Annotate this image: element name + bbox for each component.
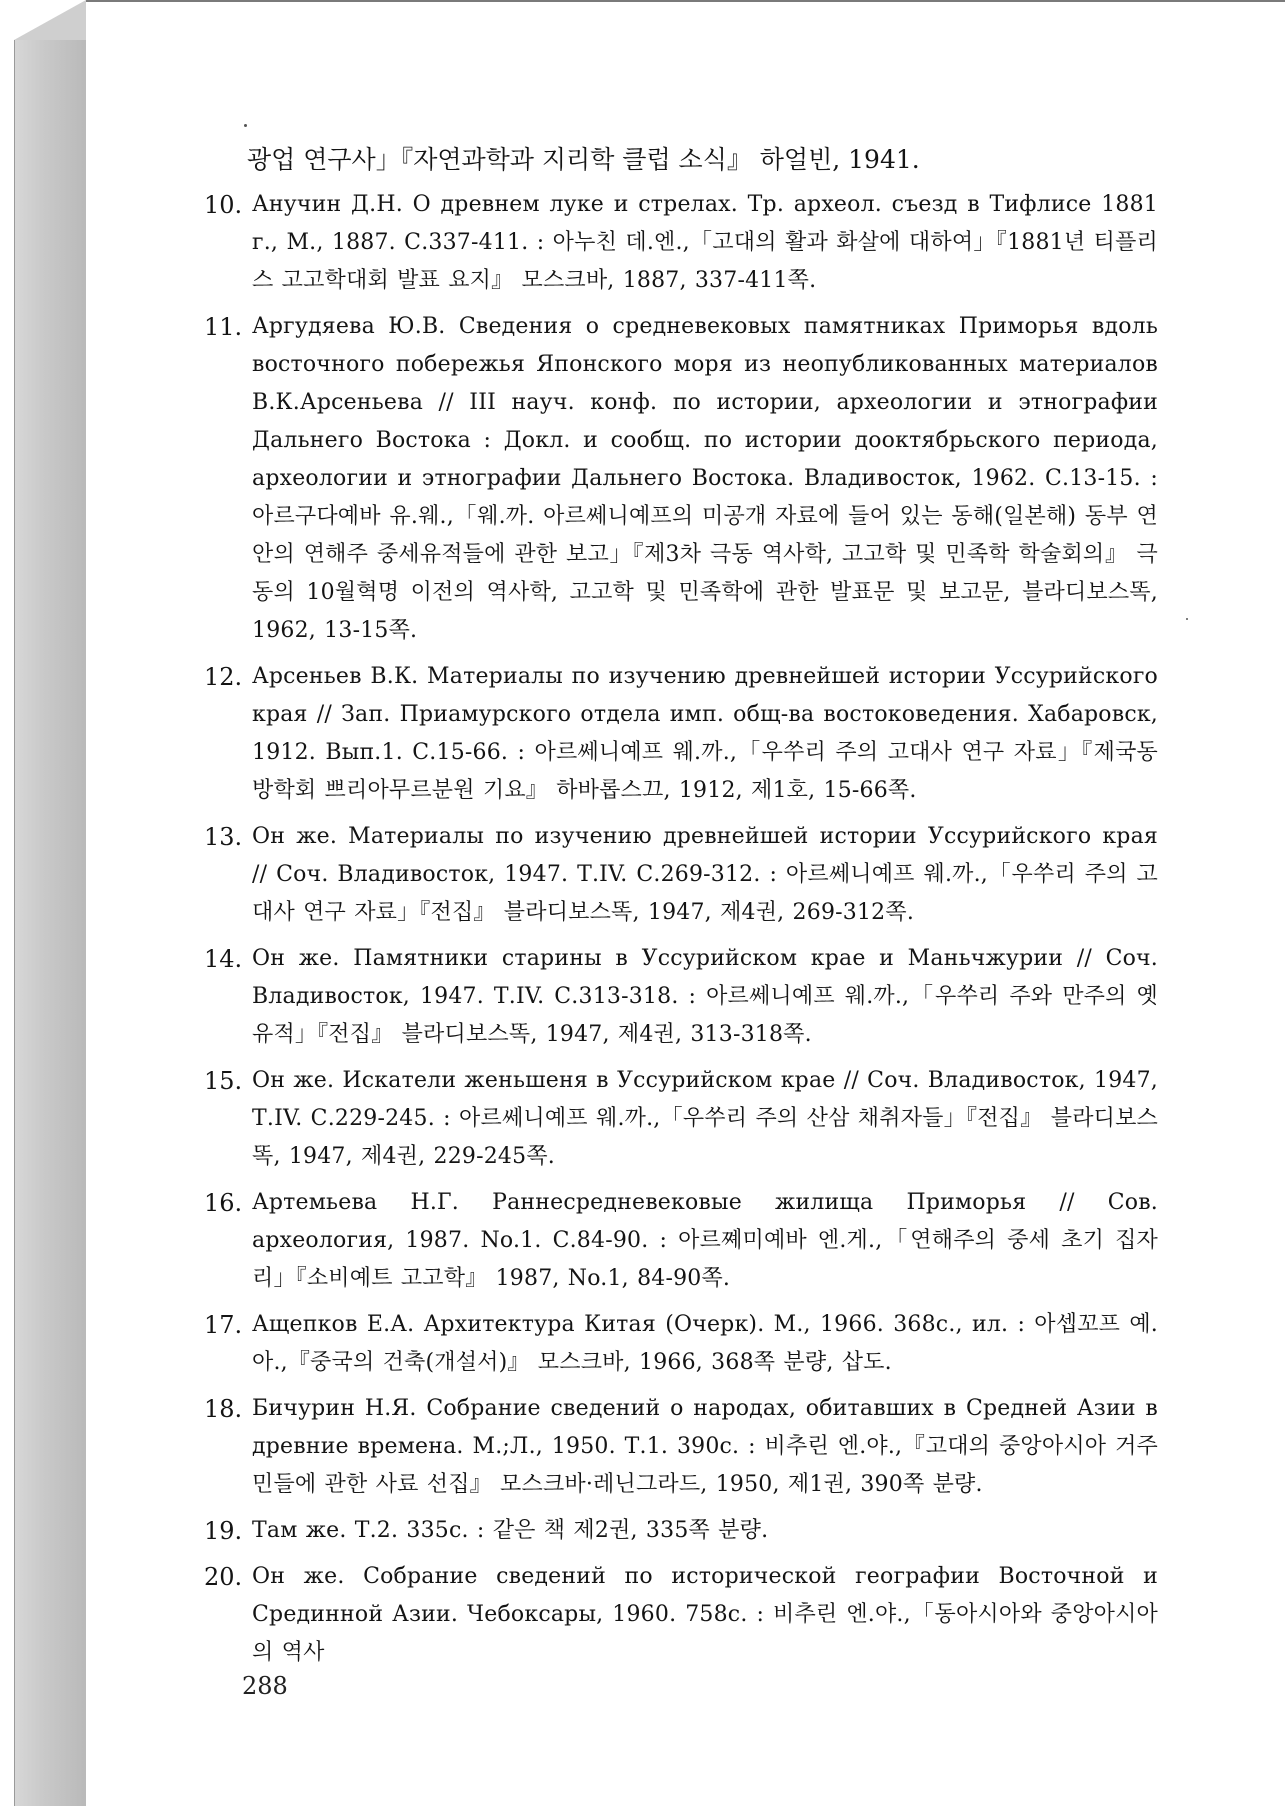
entry-number: 20. [204,1563,243,1591]
entry-text: Он же. Памятники старины в Уссурийском крае и Маньчжурии // Соч. Владивосток, 1947. Т.IV. С.313-318. : 아르쎄니예프 웨.까.,「우쑤리 주와 만주의 옛 유적」『전집』 블라디보스똑, 1947, 제4권, 313-318쪽. [252,946,1158,1047]
page-number: 288 [242,1672,288,1700]
entry-text: Артемьева Н.Г. Раннесредневековые жилища Приморья // Сов. археология, 1987. No.1. С.84-90. : 아르쪠미예바 엔.게.,「연해주의 중세 초기 집자리」『소비예트 고고학』 1987, No.1, 84-90쪽. [252,1190,1158,1291]
entry-number: 19. [204,1517,243,1545]
bibliography-entry [118,1062,1158,1176]
entry-text: Он же. Собрание сведений по исторической географии Восточной и Срединной Азии. Чебоксары, 1960. 758с. : 비추린 엔.야.,「동아시아와 중앙아시아의 역사 [252,1564,1158,1665]
bibliography-entry [118,1184,1158,1298]
scan-speck [1186,618,1188,620]
entry-text: Он же. Искатели женьшеня в Уссурийском крае // Соч. Владивосток, 1947, Т.IV. С.229-245. : 아르쎄니예프 웨.까.,「우쑤리 주의 산삼 채취자들」『전집』 블라디보스똑, 1947, 제4권, 229-245쪽. [252,1068,1158,1169]
bibliography-list [118,140,1158,1680]
entry-text: Арсеньев В.К. Материалы по изучению древнейшей истории Уссурийского края // Зап. Приамурского отдела имп. общ-ва востоковедения. Хабаровск, 1912. Вып.1. С.15-66. : 아르쎄니예프 웨.까.,「우쑤리 주의 고대사 연구 자료」『제국동방학회 쁘리아무르분원 기요』 하바롭스끄, 1912, 제1호, 15-66쪽. [252,664,1158,803]
bibliography-entry [118,1390,1158,1504]
entry-text: Анучин Д.Н. О древнем луке и стрелах. Тр. археол. съезд в Тифлисе 1881 г., М., 1887. С.337-411. : 아누친 데.엔.,「고대의 활과 화살에 대하여」『1881년 티플리스 고고학대회 발표 요지』 모스크바, 1887, 337-411쪽. [252,192,1158,293]
entry-number: 14. [204,945,243,973]
entry-number: 11. [204,313,243,341]
entry-text: Ащепков Е.А. Архитектура Китая (Очерк). М., 1966. 368с., ил. : 아셉꼬프 예.아.,『중국의 건축(개설서)』 모스크바, 1966, 368쪽 분량, 삽도. [252,1312,1158,1375]
entry-number: 16. [204,1189,243,1217]
bibliography-entry [118,1306,1158,1382]
bibliography-entry [118,658,1158,810]
entry-number: 18. [204,1395,243,1423]
bibliography-entry [118,1512,1158,1550]
book-top-edge [14,0,86,40]
bibliography-entry [118,940,1158,1054]
entry-number: 17. [204,1311,243,1339]
bibliography-entry [118,1558,1158,1672]
entry-text: Аргудяева Ю.В. Сведения о средневековых памятниках Приморья вдоль восточного побережья Японского моря из неопубликованных материалов В.К.Арсеньева // III науч. конф. по истории, археологии и этнографии Дальнего Востока : Докл. и сообщ. по истории дооктябрьского периода, археологии и этнографии Дальнего Востока. Владивосток, 1962. С.13-15. : 아르구다예바 유.웨.,「웨.까. 아르쎄니예프의 미공개 자료에 들어 있는 동해(일본해) 동부 연안의 연해주 중세유적들에 관한 보고」『제3차 극동 역사학, 고고학 및 민족학 학술회의』 극동의 10월혁명 이전의 역사학, 고고학 및 민족학에 관한 발표문 및 보고문, 블라디보스똑, 1962, 13-15쪽. [252,314,1158,643]
entry-number: 13. [204,823,243,851]
bibliography-entry [118,818,1158,932]
bibliography-entry [118,308,1158,650]
scan-speck [244,124,247,127]
entry-number: 10. [204,191,243,219]
entry-text: Там же. Т.2. 335с. : 같은 책 제2권, 335쪽 분량. [252,1518,769,1543]
book-spine-edge [14,40,89,1806]
entry-text: Он же. Материалы по изучению древнейшей истории Уссурийского края // Соч. Владивосток, 1947. Т.IV. С.269-312. : 아르쎄니예프 웨.까.,「우쑤리 주의 고대사 연구 자료」『전집』 블라디보스똑, 1947, 제4권, 269-312쪽. [252,824,1158,925]
bibliography-entry [118,186,1158,300]
continuation-line: 광업 연구사」『자연과학과 지리학 클럽 소식』 하얼빈, 1941. [247,145,920,174]
entry-number: 12. [204,663,243,691]
entry-text: Бичурин Н.Я. Собрание сведений о народах, обитавших в Средней Азии в древние времена. М.;Л., 1950. Т.1. 390с. : 비추린 엔.야.,『고대의 중앙아시아 거주민들에 관한 사료 선집』 모스크바·레닌그라드, 1950, 제1권, 390쪽 분량. [252,1396,1158,1497]
entry-number: 15. [204,1067,243,1095]
